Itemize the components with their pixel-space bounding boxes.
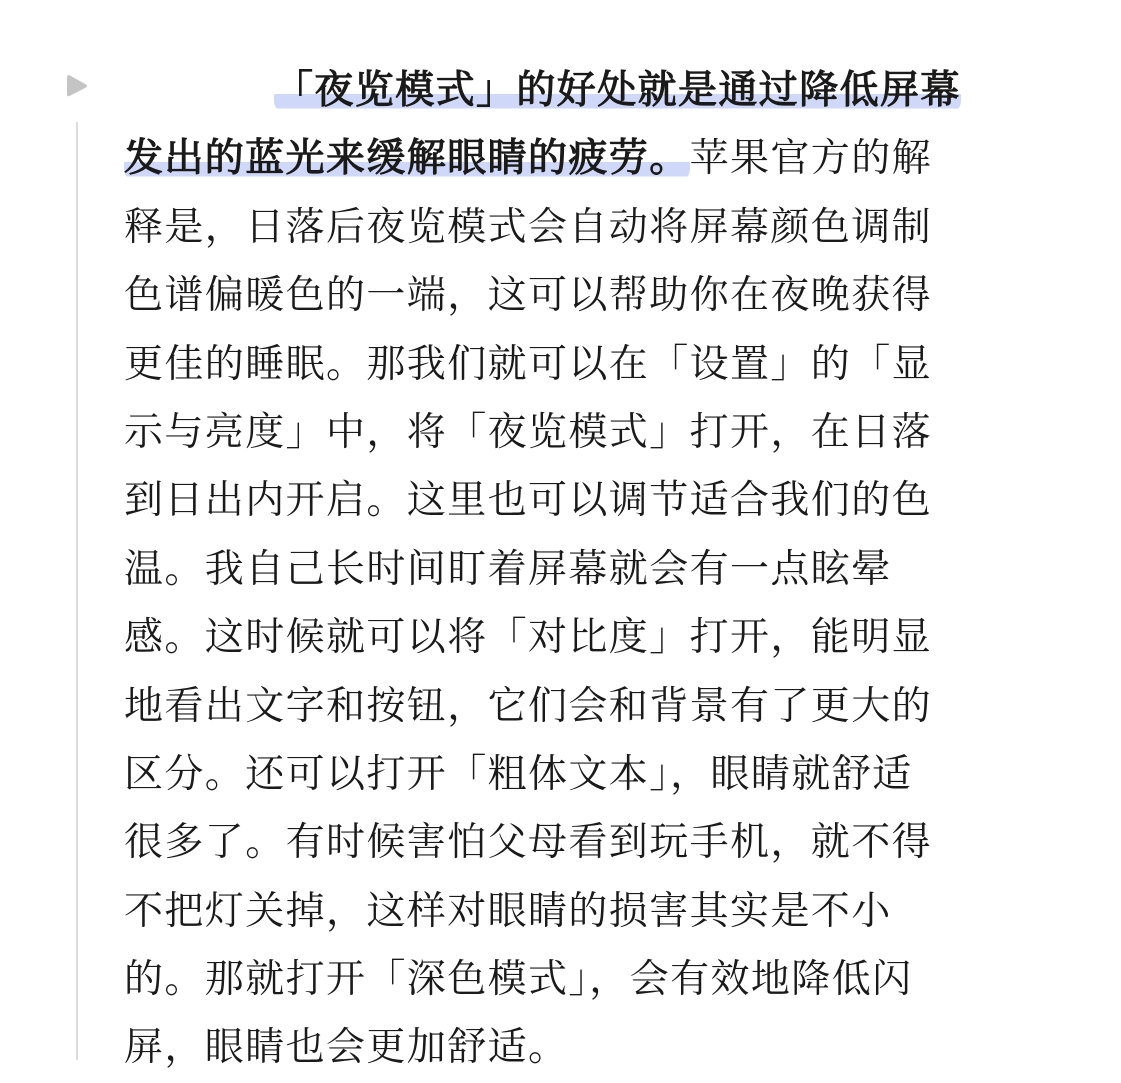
text-line	[124, 673, 1069, 741]
line-text: 的。那就打开「深色模式」，会有效地降低闪	[124, 957, 913, 1003]
text-line	[124, 604, 1069, 672]
text-line	[124, 194, 1069, 262]
text-line	[124, 467, 1069, 535]
text-line	[124, 399, 1069, 467]
text-line	[124, 536, 1069, 604]
highlighted-text: 发出的蓝光来缓解眼睛的疲劳。	[124, 136, 690, 182]
line-text: 很多了。有时候害怕父母看到玩手机，就不得	[124, 820, 933, 866]
line-text: 感。这时候就可以将「对比度」打开，能明显	[124, 615, 933, 661]
line-text: 示与亮度」中，将「夜览模式」打开，在日落	[124, 409, 933, 455]
line-text: 更佳的睡眠。那我们就可以在「设置」的「显	[124, 341, 933, 387]
text-line	[124, 809, 1069, 877]
line-text: 屏，眼睛也会更加舒适。	[124, 1025, 569, 1071]
line-text: 到日出内开启。这里也可以调节适合我们的色	[124, 478, 933, 524]
text-line	[124, 1014, 1069, 1082]
line-text: 苹果官方的解	[689, 136, 933, 182]
highlighted-text: 「夜览模式」的好处就是通过降低屏幕	[274, 68, 961, 113]
line-text: 不把灯关掉，这样对眼睛的损害其实是不小	[124, 888, 892, 934]
line-text: 温。我自己长时间盯着屏幕就会有一点眩晕	[124, 546, 892, 592]
line-text: 色谱偏暖色的一端，这可以帮助你在夜晚获得	[124, 273, 933, 319]
text-line	[124, 331, 1069, 399]
bullet-triangle-icon[interactable]	[64, 71, 90, 101]
line-text: 地看出文字和按钮，它们会和背景有了更大的	[124, 683, 933, 729]
text-line	[124, 125, 1069, 193]
article-body	[124, 57, 1069, 1083]
text-line	[124, 262, 1069, 330]
line-text: 释是，日落后夜览模式会自动将屏幕颜色调制	[124, 204, 933, 250]
text-line	[124, 878, 1069, 946]
line-text: 区分。还可以打开「粗体文本」，眼睛就舒适	[124, 751, 913, 797]
text-line	[124, 946, 1069, 1014]
text-line	[124, 57, 1069, 125]
text-line	[124, 741, 1069, 809]
quote-bar	[76, 122, 78, 1060]
